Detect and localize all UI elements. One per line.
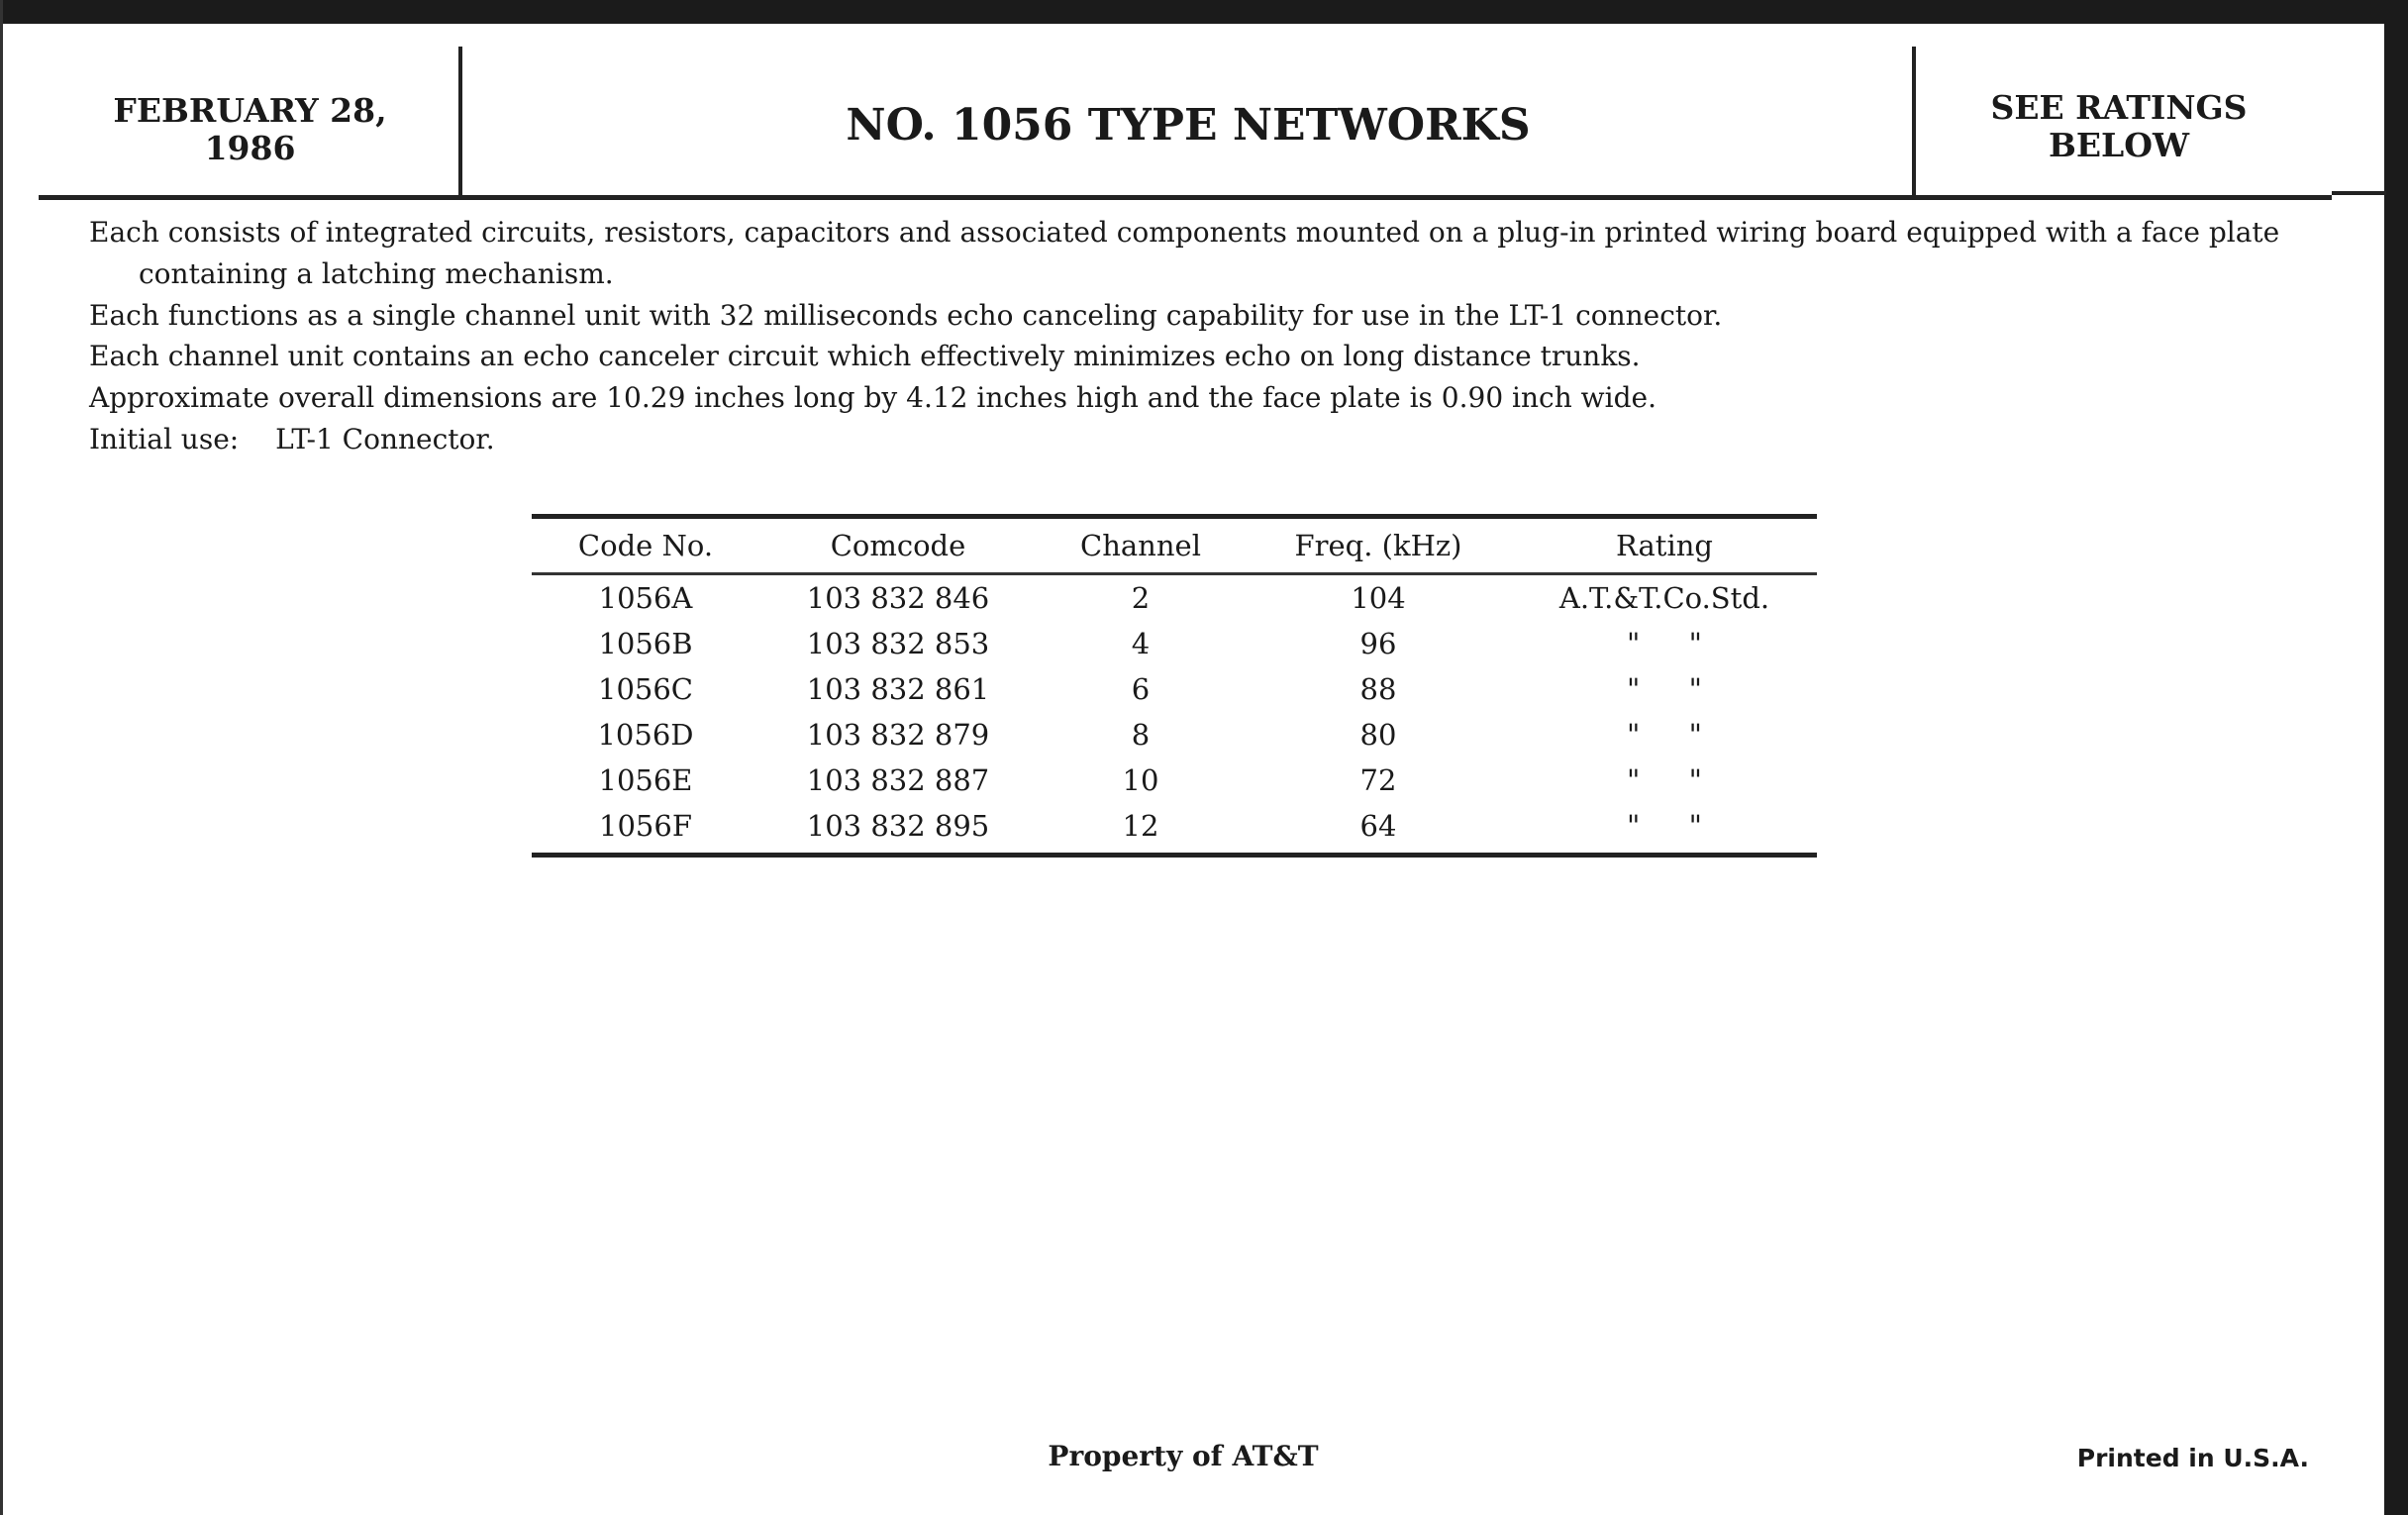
table-cell: 103 832 853 [806, 627, 990, 660]
ratings-line-2: BELOW [2048, 126, 2190, 164]
table-cell: 96 [1359, 627, 1397, 660]
table-row [532, 712, 1817, 758]
table-cell: 1056E [598, 763, 693, 797]
table-cell: 103 832 861 [806, 672, 990, 706]
date-line-1: FEBRUARY 28, [113, 91, 387, 130]
table-row [532, 803, 1817, 849]
table-cell: 80 [1359, 718, 1397, 752]
table-cell: 1056A [598, 581, 693, 615]
issue-date [59, 92, 441, 167]
column-header: Comcode [830, 529, 966, 562]
table-cell: A.T.&T.Co.Std. [1558, 581, 1770, 615]
table-cell: 103 832 895 [806, 809, 990, 843]
table-cell: 12 [1122, 809, 1159, 843]
ratings-note [1921, 89, 2317, 164]
ratings-line-1: SEE RATINGS [1990, 88, 2248, 127]
table-cell: 103 832 887 [806, 763, 990, 797]
ratings-table [532, 514, 1817, 858]
table-header-row [532, 519, 1817, 572]
printed-notice: Printed in U.S.A. [2076, 1444, 2309, 1472]
table-cell: 10 [1122, 763, 1159, 797]
table-cell: " " [1627, 672, 1702, 706]
table-cell: " " [1627, 718, 1702, 752]
description-paragraph-2: Each functions as a single channel unit with 32 milliseconds echo canceling capability for use in the LT-1 connector. [89, 299, 1723, 332]
table-cell: 64 [1359, 809, 1397, 843]
table-cell: 1056C [598, 672, 693, 706]
header-divider-right [1912, 47, 1916, 197]
initial-use-value: LT-1 Connector. [275, 423, 495, 455]
page-title: NO. 1056 TYPE NETWORKS [846, 100, 1531, 151]
table-row [532, 666, 1817, 712]
table-cell: 1056F [599, 809, 692, 843]
header-divider-left [458, 47, 462, 197]
table-row [532, 575, 1817, 621]
description-paragraph-1 [89, 212, 2307, 295]
table-body [532, 575, 1817, 849]
table-cell: 104 [1351, 581, 1406, 615]
initial-use [89, 419, 2307, 460]
description-text: containing a latching mechanism. [139, 257, 614, 290]
description-text: Each consists of integrated circuits, resistors, capacitors and associated components mounted on a plug-in printed wiring board equipped with a face plate [89, 216, 2280, 249]
date-line-2: 1986 [204, 129, 296, 167]
table-cell: " " [1627, 809, 1702, 843]
table-cell: " " [1627, 763, 1702, 797]
table-row [532, 758, 1817, 803]
table-cell: 72 [1359, 763, 1397, 797]
initial-use-label: Initial use: [89, 423, 240, 455]
scan-border-top [0, 0, 2408, 24]
table-cell: 2 [1131, 581, 1151, 615]
table-cell: 4 [1131, 627, 1151, 660]
table-cell: 6 [1131, 672, 1151, 706]
column-header: Channel [1080, 529, 1201, 562]
description-paragraph-3: Each channel unit contains an echo canceler circuit which effectively minimizes echo on long distance trunks. [89, 340, 1641, 372]
table-cell: 103 832 879 [806, 718, 990, 752]
property-notice: Property of AT&T [1048, 1440, 1319, 1472]
description-paragraph-4: Approximate overall dimensions are 10.29 inches long by 4.12 inches high and the face plate is 0.90 inch wide. [89, 381, 1656, 414]
column-header: Freq. (kHz) [1294, 529, 1462, 562]
table-bottom-rule [532, 853, 1817, 858]
scan-border-left [0, 0, 3, 1515]
header-rule-tail [2332, 191, 2386, 195]
table-cell: 1056B [598, 627, 693, 660]
table-cell: 1056D [597, 718, 694, 752]
column-header: Code No. [577, 529, 714, 562]
column-header: Rating [1616, 529, 1713, 562]
table-cell: 103 832 846 [806, 581, 990, 615]
header-rule [39, 195, 2332, 200]
scan-border-right [2384, 0, 2408, 1515]
table-cell: 88 [1359, 672, 1397, 706]
table-cell: 8 [1131, 718, 1151, 752]
table-row [532, 621, 1817, 666]
table-cell: " " [1627, 627, 1702, 660]
